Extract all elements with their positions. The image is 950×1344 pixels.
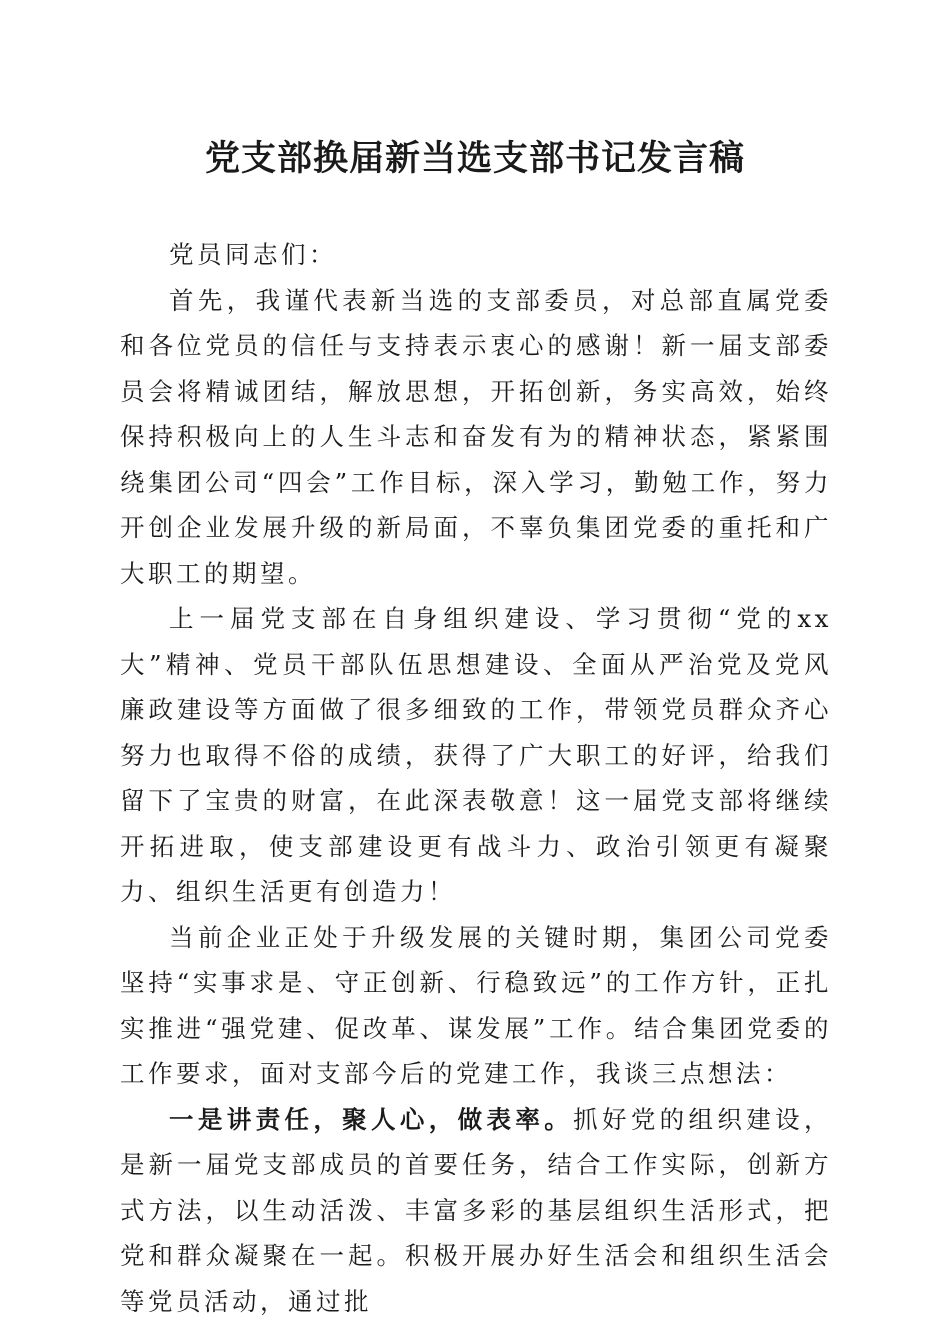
paragraph-point-one — [120, 1097, 832, 1325]
document-title: 党支部换届新当选支部书记发言稿 — [204, 138, 745, 179]
point-one-text: 抓好党的组织建设，是新一届党支部成员的首要任务，结合工作实际，创新方式方法，以生动活泼、丰富多彩的基层组织生活形式，把党和群众凝聚在一起。积极开展办好生活会和组织生活会等党员活动，通过批 — [120, 1104, 833, 1316]
point-one-lead: 一是讲责任，聚人心，做表率。 — [169, 1104, 574, 1134]
paragraph-current-situation: 当前企业正处于升级发展的关键时期，集团公司党委坚持“实事求是、守正创新、行稳致远”的工作方针，正扎实推进“强党建、促改革、谋发展”工作。结合集团党委的工作要求，面对支部今后的党建工作，我谈三点想法： — [120, 922, 832, 1088]
document-body — [120, 232, 832, 1324]
paragraph-previous-branch: 上一届党支部在自身组织建设、学习贯彻“党的xx大”精神、党员干部队伍思想建设、全面从严治党及党风廉政建设等方面做了很多细致的工作，带领党员群众齐心努力也取得不俗的成绩，获得了广大职工的好评，给我们留下了宝贵的财富，在此深表敬意！这一届党支部将继续开拓进取，使支部建设更有战斗力、政治引领更有凝聚力、组织生活更有创造力！ — [120, 604, 832, 906]
salutation: 党员同志们： — [169, 240, 337, 269]
paragraph-thanks: 首先，我谨代表新当选的支部委员，对总部直属党委和各位党员的信任与支持表示衷心的感谢！新一届支部委员会将精诚团结，解放思想，开拓创新，务实高效，始终保持积极向上的人生斗志和奋发有为的精神状态，紧紧围绕集团公司“四会”工作目标，深入学习，勤勉工作，努力开创企业发展升级的新局面，不辜负集团党委的重托和广大职工的期望。 — [120, 285, 832, 588]
